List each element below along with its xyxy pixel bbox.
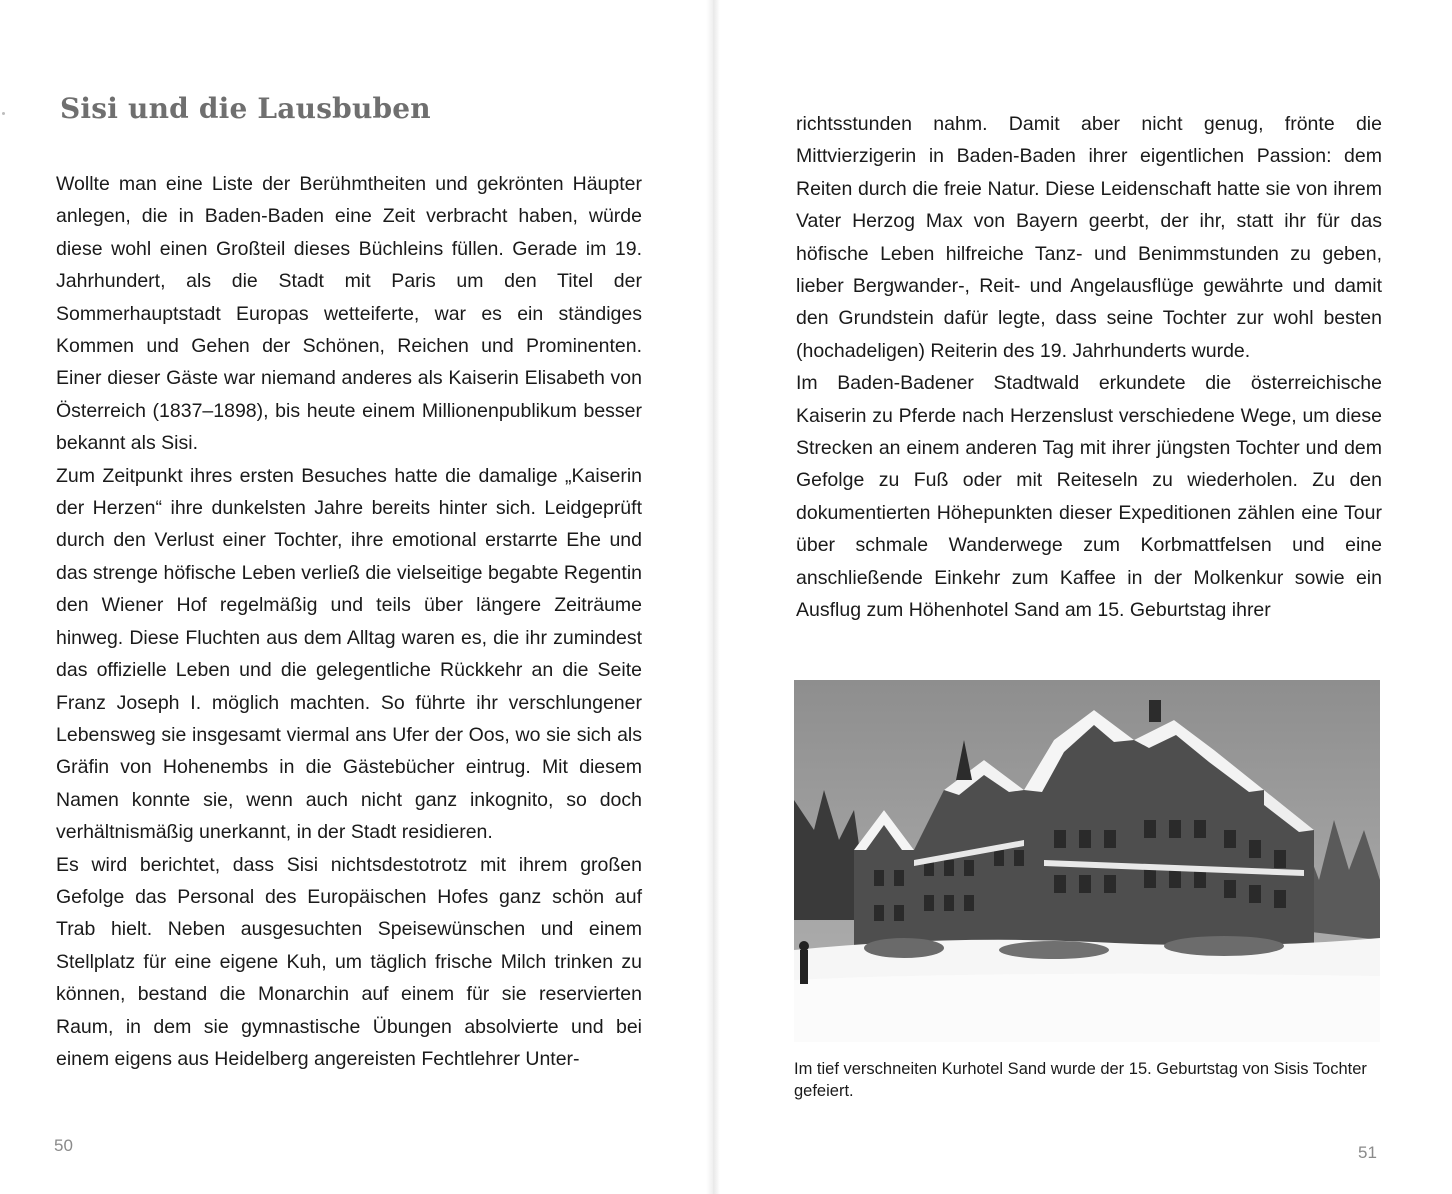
chapter-heading: Sisi und die Lausbuben [60, 92, 431, 125]
paragraph: Zum Zeitpunkt ihres ersten Besuches hatte die damalige „Kaiserin der Herzen“ ihre dunkelsten Jahre bereits hinter sich. Leidgeprüft durch den Verlust einer Tochter, ihre emotional erstarrte Ehe und das strenge höfische Leben verließ die vielseitige begabte Regentin den Wiener Hof regelmäßig und teils über längere Zeiträume hinweg. Diese Fluchten aus dem Alltag waren es, die ihr zumindest das offizielle Leben und die gelegentliche Rückkehr an die Seite Franz Joseph I. möglich machten. So führte ihr verschlungener Lebensweg sie insgesamt viermal ans Ufer der Oos, wo sie sich als Gräfin von Hohenembs in die Gästebücher eintrug. Mit diesem Namen konnte sie, wenn auch nicht ganz inkognito, so doch verhältnismäßig unerkannt, in der Stadt residieren. [56, 464, 642, 844]
page-number-left: 50 [54, 1136, 73, 1155]
paragraph: richtsstunden nahm. Damit aber nicht genug, frönte die Mittvierzigerin in Baden-Baden ihrer eigentlichen Passion: dem Reiten durch die freie Natur. Diese Leidenschaft hatte sie von ihrem Vater Herzog Max von Bayern geerbt, der ihr, statt ihr für das höfische Leben hilfreiche Tanz- und Benimmstunden zu geben, lieber Bergwander-, Reit- und Angelausflüge gewährte und damit den Grundstein dafür legte, dass seine Tochter zur wohl besten (hochadeligen) Reiterin des 19. Jahrhunderts wurde. [796, 113, 1382, 362]
right-page [720, 0, 1452, 1194]
hotel-photo [794, 680, 1380, 1042]
paragraph: Wollte man eine Liste der Berühmtheiten und gekrönten Häupter anlegen, die in Baden-Baden eine Zeit verbracht haben, würde diese wohl einen Großteil dieses Büchleins füllen. Gerade im 19. Jahrhundert, als die Stadt mit Paris um den Titel der Sommerhauptstadt Europas wetteiferte, war es ein ständiges Kommen und Gehen der Schönen, Reichen und Prominenten. Einer dieser Gäste war niemand anderes als Kaiserin Elisabeth von Österreich (1837–1898), bis heute einem Millionenpublikum besser bekannt als Sisi. [56, 173, 642, 455]
photo-caption: Im tief verschneiten Kurhotel Sand wurde der 15. Geburtstag von Sisis Tochter gefeiert. [794, 1060, 1367, 1100]
left-body-text [56, 168, 642, 1075]
paragraph: Es wird berichtet, dass Sisi nichtsdestotrotz mit ihrem großen Gefolge das Personal des Europäischen Hofes ganz schön auf Trab hielt. Neben ausgesuchten Speisewünschen und einem Stellplatz für eine eigene Kuh, um täglich frische Milch trinken zu können, bestand die Monarchin auf einem für sie reservierten Raum, in dem sie gymnastische Übungen absolvierte und bei einem eigens aus Heidelberg angereisten Fechtlehrer Unter- [56, 853, 642, 1070]
page-number-right: 51 [1358, 1143, 1377, 1162]
scan-speck [2, 112, 5, 115]
left-page [0, 0, 706, 1194]
right-body-text [796, 108, 1382, 627]
snowy-hotel-illustration [794, 680, 1380, 1042]
paragraph: Im Baden-Badener Stadtwald erkundete die österreichische Kaiserin zu Pferde nach Herzenslust verschiedene Wege, um diese Strecken an einem anderen Tag mit ihrer jüngsten Tochter und dem Gefolge zu Fuß oder mit Reiteseln zu wiederholen. Zu den dokumentierten Höhepunkten dieser Expeditionen zählen eine Tour über schmale Wanderwege zum Korbmattfelsen und eine anschließende Einkehr zum Kaffee in der Molkenkur sowie ein Ausflug zum Höhenhotel Sand am 15. Geburtstag ihrer [796, 372, 1382, 622]
book-gutter [706, 0, 720, 1194]
